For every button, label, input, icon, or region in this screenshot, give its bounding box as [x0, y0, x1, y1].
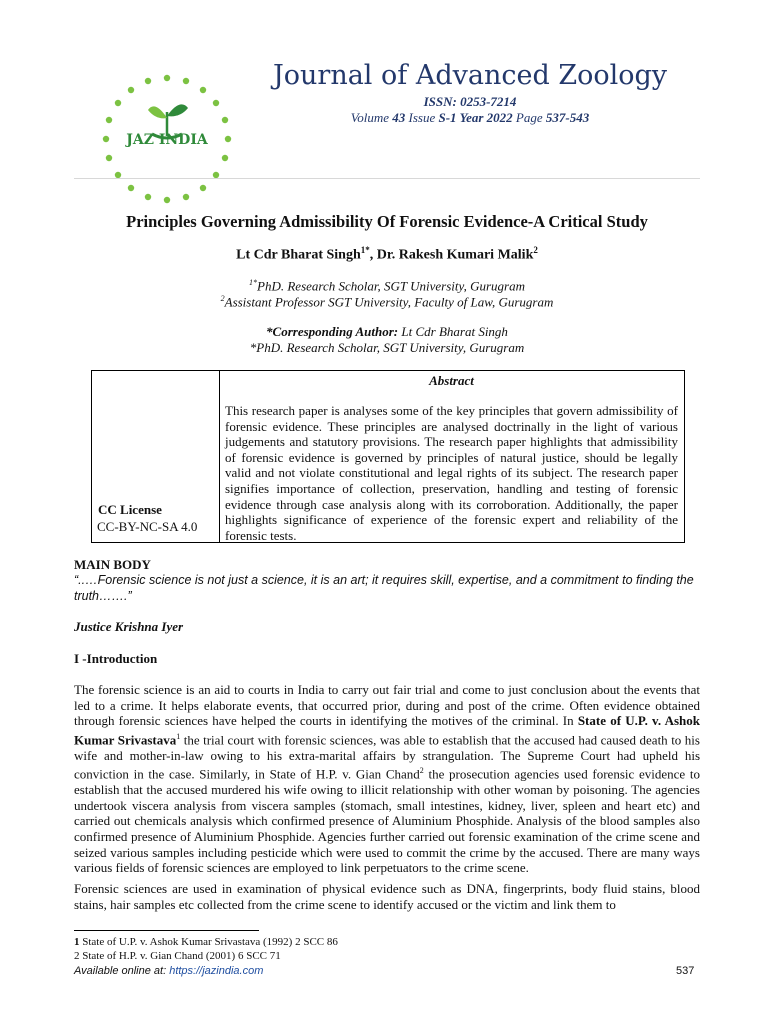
affiliation-2: $^2$Assistant Professor SGT University, Faculty of Law, Gurugram	[220, 294, 554, 310]
quote-author: Justice Krishna Iyer	[74, 619, 184, 634]
affiliation-1: $^{1*}$PhD. Research Scholar, SGT University, Gurugram	[249, 278, 525, 294]
epigraph-quote: “..…Forensic science is not just a science, it is an art; it requires skill, expertise, and a commitment to finding the truth…….”	[74, 573, 694, 603]
issn: ISSN: 0253-7214	[423, 94, 517, 109]
abstract-heading: Abstract	[429, 373, 474, 388]
corresponding-author: *Corresponding Author: Lt Cdr Bharat Singh	[266, 324, 508, 339]
journal-link[interactable]: https://jazindia.com	[169, 965, 264, 977]
paper-title: Principles Governing Admissibility Of Forensic Evidence-A Critical Study	[126, 212, 648, 231]
available-online: Available online at: https://jazindia.com	[74, 965, 264, 977]
logo-text: JAZ INDIA	[126, 132, 208, 148]
volume-line: Volume 43 Issue S-1 Year 2022 Page 537-543	[350, 110, 590, 125]
page-number: 537	[676, 965, 695, 977]
abstract-table	[91, 370, 685, 543]
section-heading: I -Introduction	[74, 651, 158, 666]
footnote-rule	[74, 930, 259, 931]
header-divider	[74, 178, 700, 179]
footnote-ref-1[interactable]: 1	[176, 731, 181, 741]
cc-license-label: CC License	[98, 502, 162, 517]
footnote-ref-2[interactable]: 2	[419, 766, 424, 776]
case-citation: State of U.P. v. Ashok Kumar Srivastava	[74, 713, 700, 748]
footnote-2: 2 State of H.P. v. Gian Chand (2001) 6 SCC 71	[74, 950, 281, 962]
corresponding-affiliation: *PhD. Research Scholar, SGT University, Gurugram	[249, 340, 525, 355]
footnote-1: 1 State of U.P. v. Ashok Kumar Srivastava (1992) 2 SCC 86	[74, 936, 338, 948]
license-cell	[92, 371, 220, 542]
journal-logo	[100, 72, 234, 206]
cc-license-value: CC-BY-NC-SA 4.0	[97, 519, 198, 534]
main-body-heading: MAIN BODY	[74, 557, 151, 572]
abstract-text: This research paper is analyses some of the key principles that govern admissibility of forensic evidence. These principles are analysed doctrinally in the light of various judgements and statutory provisions. The research paper highlights that admissibility of forensic evidence is governed by principles of natural justice, should be legally valid and not violate constitutional and legal rights of its subject. The research paper signifies importance of collection, preservation, handling and testing of forensic evidence through case analysis along with its corroboration. Additionally, the paper highlights significance of experience of the forensic expert and reliability of the forensic tests.	[225, 403, 678, 543]
journal-title: Journal of Advanced Zoology	[272, 60, 668, 91]
intro-paragraph-1: The forensic science is an aid to courts in India to carry out fair trial and come to just conclusion about the events that led to a crime. It helps elaborate events, that occurred prior, during and post of the crime. Often evidence obtained through forensic sciences have helped the courts in identifying the motives of the criminal. In State of U.P. v. Ashok Kumar Srivastava$^1$ the trial court with forensic sciences, was able to establish that the accused had caused death to his wife and mother-in-law owing to his extra-marital affairs by strangulation. The Supreme Court had upheld his conviction in the case. Similarly, in State of H.P. v. Gian Chand$^2$ the prosecution agencies used forensic evidence to establish that the accused murdered his wife owing to illicit relationship with other woman by poisoning. The agencies undertook viscera analysis from viscera samples (stomach, small intestines, kidney, liver, spleen and heart etc) and carried out chemicals analysis which confirmed presence of Aluminium Phosphide. Analysis of the blood samples also confirmed presence of Aluminium Phosphide. Agencies further carried out forensic examination of the crime scene and seized various samples including pesticide which were used to commit the crime by the accused. There are many ways various fields of forensic sciences are employed to link perpetuators to the crime scene.	[74, 682, 700, 876]
intro-paragraph-2: Forensic sciences are used in examination of physical evidence such as DNA, fingerprints, body fluid stains, blood stains, hair samples etc collected from the crime scene to identify accused or the victim and link them to	[74, 881, 700, 912]
author-line: Lt Cdr Bharat Singh$^{1*}$, Dr. Rakesh Kumari Malik$^2$	[236, 245, 538, 263]
